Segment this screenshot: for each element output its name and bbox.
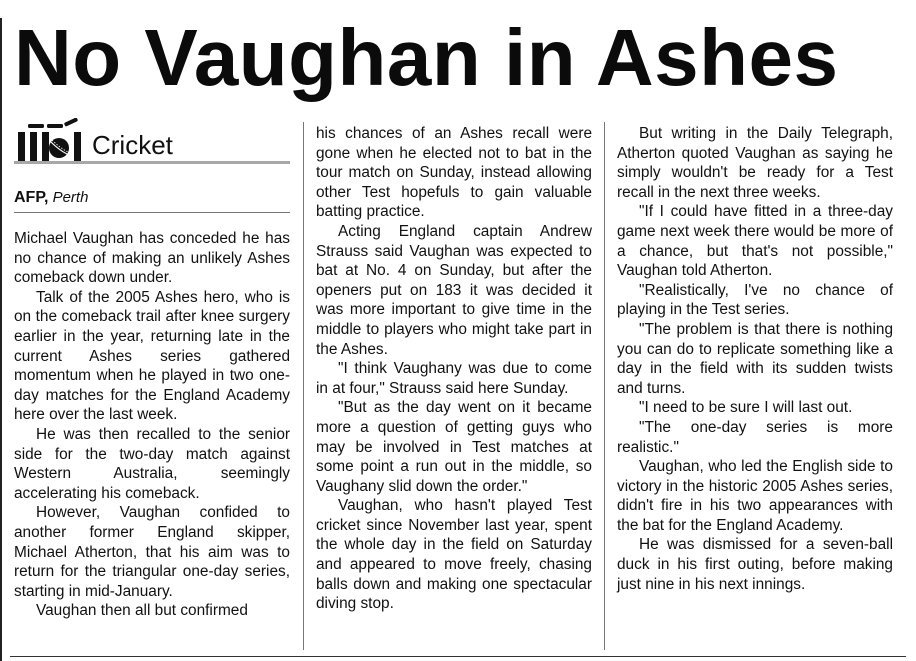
- paragraph: Talk of the 2005 Ashes hero, who is on the comeback trail after knee surgery earlier in the year, returning late in the current Ashes series gathered momentum when he played in two one-day matches for the England Academy here over the last week.: [14, 288, 290, 424]
- byline: [14, 188, 290, 208]
- article-column-2: [316, 124, 592, 614]
- section-label: Cricket: [92, 130, 173, 160]
- paragraph: "The one-day series is more realistic.": [617, 418, 893, 456]
- column-divider: [303, 122, 304, 650]
- paragraph: his chances of an Ashes recall were gone when he elected not to bat in the tour match on Sunday, instead allowing other Test hopefuls to gain valuable batting practice.: [316, 125, 592, 221]
- paragraph: "If I could have fitted in a three-day game next week there would be more of a chance, but that's not possible," Vaughan told Atherton.: [617, 203, 893, 280]
- column-divider: [604, 122, 605, 650]
- byline-place: Perth: [52, 189, 89, 206]
- section-underline: [14, 161, 290, 164]
- paragraph: Vaughan then all but confirmed: [36, 602, 248, 620]
- left-border-rule: [0, 18, 2, 661]
- cricket-icon: [14, 118, 88, 164]
- byline-agency: AFP,: [14, 189, 49, 206]
- paragraph: He was dismissed for a seven-ball duck in his first outing, before making just nine in his next innings.: [617, 536, 893, 593]
- section-header: [14, 118, 290, 166]
- paragraph: Acting England captain Andrew Strauss said Vaughan was expected to bat at No. 4 on Sunday, but after the openers put on 183 it was decided it was more important to give time in the middle to players who might take part in the Ashes.: [316, 222, 592, 358]
- article-column-3: [617, 124, 893, 594]
- paragraph: He was then recalled to the senior side for the two-day match against Western Australia, seemingly accelerating his comeback.: [14, 425, 290, 502]
- paragraph: However, Vaughan confided to another former England skipper, Michael Atherton, that his aim was to return for the triangular one-day series, starting in mid-January.: [14, 504, 290, 600]
- article-column-1: [14, 229, 290, 621]
- paragraph: But writing in the Daily Telegraph, Atherton quoted Vaughan as saying he simply wouldn't be ready for a Test recall in the next three weeks.: [617, 125, 893, 201]
- paragraph: "I think Vaughany was due to come in at four," Strauss said here Sunday.: [316, 360, 592, 397]
- paragraph: Vaughan, who led the English side to victory in the historic 2005 Ashes series, didn't fire in his two appearances with the bat for the England Academy.: [617, 458, 893, 534]
- paragraph: "Realistically, I've no chance of playing in the Test series.: [617, 281, 893, 319]
- paragraph: Vaughan, who hasn't played Test cricket since November last year, spent the whole day in the field on Saturday and appeared to move freely, chasing balls down and making one spectacular diving stop.: [316, 497, 592, 613]
- byline-rule: [14, 212, 290, 213]
- paragraph: "I need to be sure I will last out.: [639, 399, 853, 417]
- paragraph: "The problem is that there is nothing you can do to replicate something like a day in the field with its sudden twists and turns.: [617, 320, 893, 397]
- bottom-rule: [10, 656, 906, 657]
- paragraph: "But as the day went on it became more a question of getting guys who may be involved in Test matches at some point a run out in the middle, so Vaughany slid down the order.": [316, 399, 592, 495]
- paragraph: Michael Vaughan has conceded he has no chance of making an unlikely Ashes comeback down under.: [14, 230, 290, 287]
- headline: No Vaughan in Ashes: [14, 13, 839, 102]
